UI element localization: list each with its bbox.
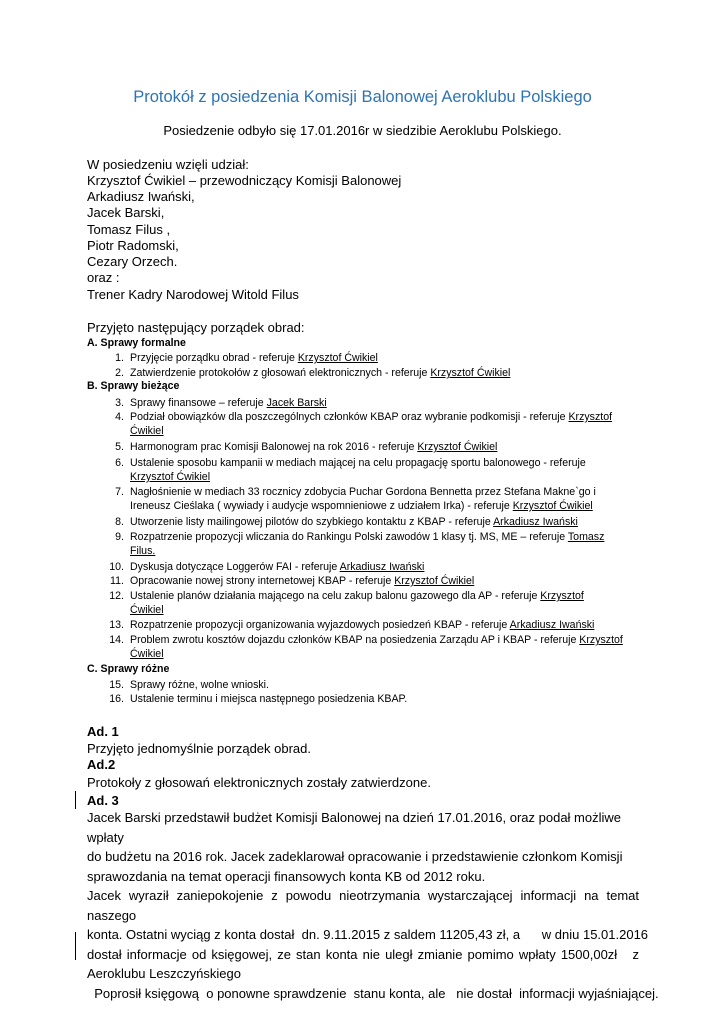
presenter-name: Krzysztof Ćwikiel [130,471,211,483]
item-text-cont: Ireneusz Cieślaka ( wywiady i audycje wspomnieniowe z udziałem Irka) - referuje [130,500,513,512]
item-number: 8. [115,516,124,528]
item-number: 9. [115,531,124,543]
presenter-name: Arkadiusz Iwański [493,516,578,528]
item-number: 13. [109,619,124,631]
item-text: Ustalenie terminu i miejsca następnego posiedzenia KBAP. [130,693,408,705]
item-text: Ustalenie planów działania mającego na celu zakup balonu gazowego dla AP - referuje [130,590,541,602]
attendee: Arkadiusz Iwański, [87,189,195,204]
item-number: 14. [109,634,124,646]
item-text: Problem zwrotu kosztów dojazdu członków KBAP na posiedzenia Zarządu AP i KBAP - referuje [130,634,580,646]
ad3-line: dostał informacje od księgowej, ze stan konta nie uległ zmianie pomimo wpłaty 1500,00zł z [87,946,639,962]
presenter-name: Krzysztof Ćwikiel [512,500,593,512]
ad3-line: Jacek Barski przedstawił budżet Komisji Balonowej na dzień 17.01.2016, oraz podał możliwe wpłaty [87,810,622,845]
ad2-heading: Ad.2 [87,757,116,772]
presenter-name: Arkadiusz Iwański [339,561,425,573]
ad3-text [87,808,659,1003]
presenter-name: Jacek Barski [266,397,327,409]
ad3-line: Poprosił księgową o ponowne sprawdzenie stanu konta, ale nie dostał informacji wyjaśniającej. [87,985,659,1001]
change-bar [75,791,76,809]
item-text: Sprawy finansowe – referuje [130,397,267,409]
item-number: 3. [115,397,124,409]
item-number: 16. [109,693,124,705]
attendee: Jacek Barski, [87,205,165,220]
item-text: Utworzenie listy mailingowej pilotów do szybkiego kontaktu z KBAP - referuje [130,516,494,528]
item-text: Sprawy różne, wolne wnioski. [130,679,269,691]
item-number: 4. [115,411,124,423]
ad3-line: Jacek wyraził zaniepokojenie z powodu nieotrzymania wystarczającej informacji na temat naszego [87,888,639,923]
attendee: Krzysztof Ćwikiel – przewodniczący Komisji Balonowej [87,173,402,188]
attendee: Trener Kadry Narodowej Witold Filus [87,287,299,302]
item-text: Dyskusja dotyczące Loggerów FAI - referuje [130,561,340,573]
presenter-name: Krzysztof Ćwikiel [394,575,475,587]
change-bar [75,932,76,960]
presenter-name: Krzysztof Ćwikiel [297,352,378,364]
attendee: Cezary Orzech. [87,254,178,269]
item-number: 12. [109,590,124,602]
item-text: Rozpatrzenie propozycji wliczania do Rankingu Polski zawodów 1 klasy tj. MS, ME – referuje [130,531,568,543]
item-number: 2. [115,367,124,379]
ad3-line: do budżetu na 2016 rok. Jacek zadeklarował opracowanie i przedstawienie członkom Komisji [87,849,623,864]
ad1-heading: Ad. 1 [87,724,119,739]
ad3-line: sprawozdania na temat operacji finansowych konta KB od 2012 roku. [87,868,486,884]
presenter-name: Krzysztof [540,590,584,602]
ad2-text: Protokoły z głosowań elektronicznych zostały zatwierdzone. [87,775,431,790]
item-number: 5. [115,441,124,453]
presenter-name-cont: Filus. [130,545,156,557]
presenter-name: Tomasz [567,531,605,543]
attendee: oraz : [87,270,120,285]
presenter-name-cont: Ćwikiel [130,604,164,616]
attendee: Piotr Radomski, [87,238,179,253]
item-number: 1. [115,352,124,364]
document-title: Protokół z posiedzenia Komisji Balonowej Aeroklubu Polskiego [133,88,592,106]
item-text: Nagłośnienie w mediach 33 rocznicy zdobycia Puchar Gordona Bennetta przez Stefana Makne`go i [130,486,596,498]
ad1-text: Przyjęto jednomyślnie porządek obrad. [87,741,312,756]
item-text: Podział obowiązków dla poszczególnych członków KBAP oraz wybranie podkomisji - referuje [130,411,569,423]
item-number: 6. [115,457,124,469]
item-text: Opracowanie nowej strony internetowej KBAP - referuje [130,575,395,587]
agenda-header: Przyjęto następujący porządek obrad: [87,320,305,335]
presenter-name: Krzysztof Ćwikiel [417,441,498,453]
item-text: Przyjęcie porządku obrad - referuje [130,352,298,364]
section-c-heading: C. Sprawy różne [87,663,170,675]
ad3-line: konta. Ostatni wyciąg z konta dostał dn. 9.11.2015 z saldem 11205,43 zł, a w dniu 15.01.2016 [87,927,649,942]
section-a-heading: A. Sprawy formalne [87,337,186,349]
item-number: 10. [109,561,124,573]
attendee: Tomasz Filus , [87,222,171,237]
item-text: Ustalenie sposobu kampanii w mediach mającej na celu propagację sportu balonowego - referuje [130,457,586,469]
presenter-name: Krzysztof Ćwikiel [430,367,511,379]
section-b-heading: B. Sprawy bieżące [87,380,180,392]
ad3-line: Aeroklubu Leszczyńskiego [87,966,241,981]
presenter-name: Krzysztof [568,411,613,423]
ad3-heading: Ad. 3 [87,793,119,808]
attendance-header: W posiedzeniu wzięli udział: [87,157,249,172]
item-text: Rozpatrzenie propozycji organizowania wyjazdowych posiedzeń KBAP - referuje [130,619,510,631]
presenter-name-cont: Ćwikiel [130,648,164,660]
item-text: Harmonogram prac Komisji Balonowej na rok 2016 - referuje [130,441,418,453]
item-number: 15. [109,679,124,691]
item-text: Zatwierdzenie protokołów z głosowań elektronicznych - referuje [130,367,431,379]
presenter-name: Arkadiusz Iwański [509,619,595,631]
presenter-name-cont: Ćwikiel [130,425,164,437]
item-number: 11. [110,575,124,587]
meeting-info: Posiedzenie odbyło się 17.01.2016r w siedzibie Aeroklubu Polskiego. [163,123,562,138]
item-number: 7. [115,486,124,498]
presenter-name: Krzysztof [579,634,623,646]
